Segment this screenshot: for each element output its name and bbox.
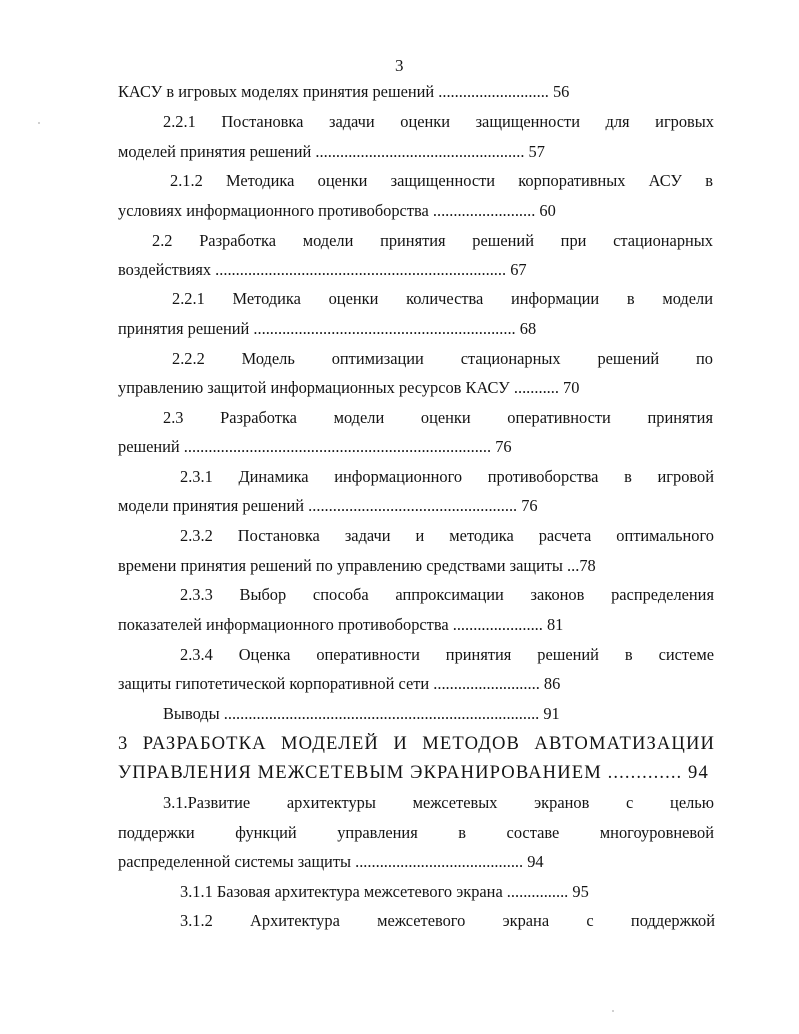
toc-line: 2.3.3 Выбор способа аппроксимации законов распределения — [180, 585, 714, 604]
toc-line: 3.1.Развитие архитектуры межсетевых экранов с целью — [163, 793, 714, 812]
toc-line: 3.1.2 Архитектура межсетевого экрана с поддержкой — [180, 911, 715, 930]
toc-line: воздействиях ....................................................................... 67 — [118, 260, 527, 279]
toc-line: 2.1.2 Методика оценки защищенности корпоративных АСУ в — [170, 171, 713, 190]
scan-speck — [612, 1010, 614, 1012]
toc-line: модели принятия решений ................................................... 76 — [118, 496, 538, 515]
toc-line: 2.2 Разработка модели принятия решений при стационарных — [152, 231, 713, 250]
toc-line: 2.2.1 Методика оценки количества информации в модели — [172, 289, 713, 308]
toc-line: условиях информационного противоборства ......................... 60 — [118, 201, 556, 220]
chapter-heading: УПРАВЛЕНИЯ МЕЖСЕТЕВЫМ ЭКРАНИРОВАНИЕМ ............. 94 — [118, 762, 709, 783]
toc-line: моделей принятия решений ................................................... 57 — [118, 142, 545, 161]
toc-line: поддержки функций управления в составе многоуровневой — [118, 823, 714, 842]
page-number: 3 — [395, 56, 404, 75]
toc-line: показателей информационного противоборства ...................... 81 — [118, 615, 564, 634]
toc-line: времени принятия решений по управлению средствами защиты ...78 — [118, 556, 596, 575]
toc-line: 2.3 Разработка модели оценки оперативности принятия — [163, 408, 713, 427]
toc-line: Выводы ............................................................................. 91 — [163, 704, 560, 723]
chapter-heading: 3 РАЗРАБОТКА МОДЕЛЕЙ И МЕТОДОВ АВТОМАТИЗАЦИИ — [118, 733, 715, 754]
toc-line: 2.3.4 Оценка оперативности принятия решений в системе — [180, 645, 714, 664]
toc-line: 2.2.1 Постановка задачи оценки защищенности для игровых — [163, 112, 714, 131]
toc-line: КАСУ в игровых моделях принятия решений ........................... 56 — [118, 82, 570, 101]
toc-line: распределенной системы защиты ......................................... 94 — [118, 852, 544, 871]
toc-line: 2.3.2 Постановка задачи и методика расчета оптимального — [180, 526, 714, 545]
toc-line: принятия решений ................................................................ 68 — [118, 319, 537, 338]
toc-line: решений ........................................................................... 76 — [118, 437, 512, 456]
toc-line: 2.3.1 Динамика информационного противоборства в игровой — [180, 467, 714, 486]
scan-speck — [38, 122, 40, 124]
toc-line: 3.1.1 Базовая архитектура межсетевого экрана ............... 95 — [180, 882, 589, 901]
toc-line: управлению защитой информационных ресурсов КАСУ ........... 70 — [118, 378, 580, 397]
toc-line: защиты гипотетической корпоративной сети .......................... 86 — [118, 674, 561, 693]
toc-line: 2.2.2 Модель оптимизации стационарных решений по — [172, 349, 713, 368]
